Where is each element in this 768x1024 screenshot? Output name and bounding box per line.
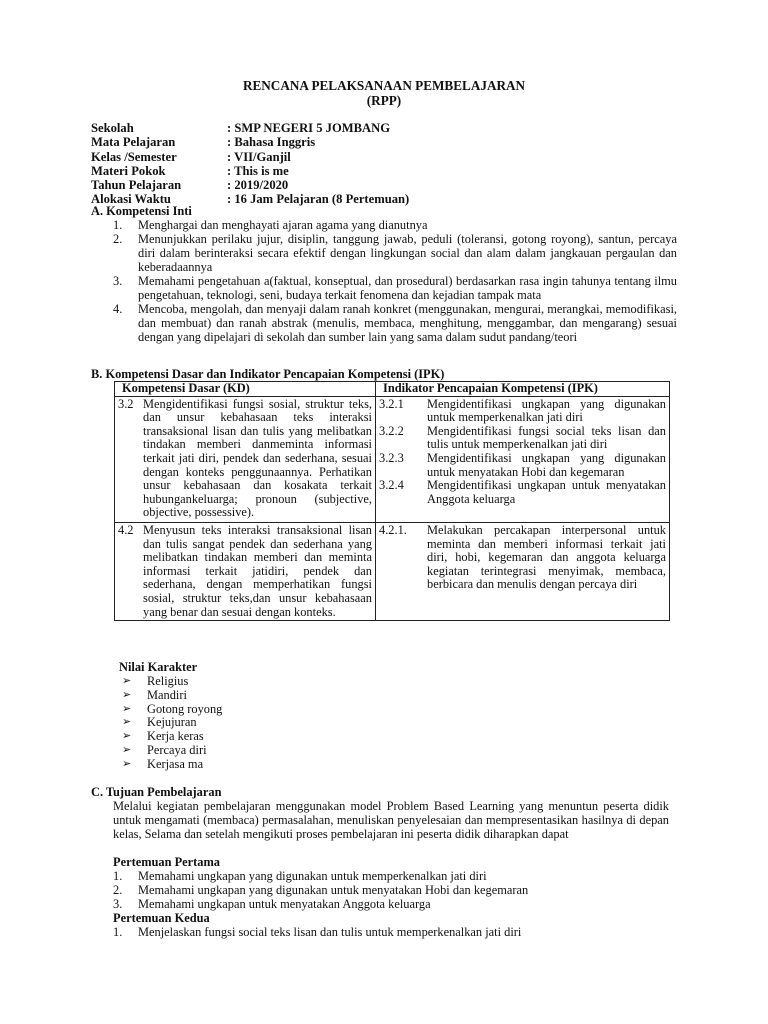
list-item [113,883,677,897]
ipk-number: 4.2.1. [379,522,407,537]
list-item [113,897,677,911]
ipk-number: 3.2.1 [379,396,404,411]
table-header-row [115,382,670,397]
pertemuan-kedua-list [113,925,677,939]
table-header-kd: Kompetensi Dasar (KD) [115,382,376,397]
arrow-bullet-icon: ➢ [122,687,132,701]
list-text: Religius [147,674,189,688]
list-item [119,715,222,729]
kd-entry [118,398,372,520]
list-item [113,274,677,302]
kd-entry [118,524,372,619]
identity-row [91,164,409,178]
list-text: Memahami ungkapan untuk menyatakan Anggota keluarga [138,897,431,911]
pertemuan-pertama-heading: Pertemuan Pertama [113,855,220,869]
section-c-heading: C. Tujuan Pembelajaran [91,785,222,799]
arrow-bullet-icon: ➢ [122,756,132,770]
kompetensi-inti-list [113,218,677,344]
section-b-heading: B. Kompetensi Dasar dan Indikator Pencapaian Kompetensi (IPK) [91,367,445,381]
list-text: Menjelaskan fungsi social teks lisan dan tulis untuk memperkenalkan jati diri [138,925,522,939]
table-header-ipk: Indikator Pencapaian Kompetensi (IPK) [376,382,670,397]
list-text: Kejujuran [147,715,197,730]
tujuan-paragraph: Melalui kegiatan pembelajaran menggunakan model Problem Based Learning yang menuntun peserta didik untuk mengamati (membaca) permasalahan, menuliskan penyelesaian dan mempresentasikan hasilnya di depan kelas, Selama dan setelah mengikuti proses pembelajaran ini peserta didik diharapkan dapat [113,799,669,841]
ipk-text: Mengidentifikasi ungkapan yang digunakan untuk menyatakan Hobi dan kegemaran [427,450,666,479]
kd-text: Mengidentifikasi fungsi sosial, struktur teks, dan unsur kebahasaan teks interaksi transaksional lisan dan tulis yang melibatkan tindakan memberi danmeminta informasi terkait jati diri, pendek dan sederhana, sesuai dengan konteks penggunaannya. Perhatikan unsur kebahasaan dan kosakata terkait hubungankeluarga; pronoun (subjective, objective, possessive). [143,396,372,520]
identity-value: : This is me [227,163,289,178]
ipk-entry [379,524,666,592]
list-text: Gotong royong [147,701,223,716]
list-number: 1. [113,218,123,232]
table-row [115,522,670,620]
list-number: 3. [113,274,123,288]
list-number: 3. [113,897,123,911]
identity-label: Materi Pokok [91,163,166,178]
ipk-entry [379,398,666,425]
identity-row [91,135,409,149]
list-number: 4. [113,302,123,316]
section-a-heading: A. Kompetensi Inti [91,204,192,218]
list-item [119,702,222,716]
list-number: 1. [113,869,123,883]
arrow-bullet-icon: ➢ [122,701,132,715]
identity-row [91,178,409,192]
list-item [119,688,222,702]
title-line-2: (RPP) [366,93,402,108]
list-item [119,757,222,771]
list-text: Menunjukkan perilaku jujur, disiplin, tanggung jawab, peduli (toleransi, gotong royong), santun, percaya diri dalam berinteraksi secara efektif dengan lingkungan social dan alam dalam jangkauan pergaulan dan keberadaannya [138,232,677,274]
identity-value: : VII/Ganjil [227,149,291,164]
ipk-text: Mengidentifikasi ungkapan untuk menyatakan Anggota keluarga [427,478,666,506]
kd-number: 3.2 [118,396,134,411]
list-text: Percaya diri [147,742,207,757]
document-title [0,78,768,108]
list-item [113,302,677,344]
list-number: 1. [113,925,123,939]
identity-value: : 16 Jam Pelajaran (8 Pertemuan) [227,192,410,207]
arrow-bullet-icon: ➢ [122,742,132,756]
list-text: Memahami pengetahuan a(faktual, konseptual, dan prosedural) berdasarkan rasa ingin tahunya tentang ilmu pengetahuan, teknologi, seni, budaya terkait fenomena dan kejadian tampak mata [138,274,677,302]
identity-label: Alokasi Waktu [91,192,171,207]
ipk-entry [379,425,666,452]
identity-row [91,121,409,135]
nilai-karakter-block [119,660,222,771]
pertemuan-kedua-heading: Pertemuan Kedua [113,911,210,925]
ipk-cell [376,396,670,522]
arrow-bullet-icon: ➢ [122,715,132,729]
identity-block [91,121,409,207]
ipk-text: Mengidentifikasi fungsi social teks lisan dan tulis untuk memperkenalkan jati diri [427,423,666,452]
list-text: Mandiri [147,687,187,702]
identity-value: : 2019/2020 [227,178,289,193]
ipk-entry [379,452,666,479]
list-item [119,729,222,743]
kd-text: Menyusun teks interaksi transaksional lisan dan tulis sangat pendek dan sederhana yang melibatkan tindakan memberi dan meminta informasi terkait jatidiri, pendek dan sederhana, dengan memperhatikan fungsi sosial, struktur teks,dan unsur kebahasaan yang benar dan sesuai dengan konteks. [143,522,372,619]
list-text: Memahami ungkapan yang digunakan untuk menyatakan Hobi dan kegemaran [138,883,529,897]
ipk-entry [379,479,666,506]
identity-value: : Bahasa Inggris [227,135,316,150]
arrow-bullet-icon: ➢ [122,729,132,743]
list-item [113,925,677,939]
kd-ipk-table [114,381,670,621]
identity-label: Mata Pelajaran [91,135,176,150]
list-number: 2. [113,883,123,897]
identity-value: : SMP NEGERI 5 JOMBANG [227,121,391,135]
list-text: Memahami ungkapan yang digunakan untuk memperkenalkan jati diri [138,869,487,883]
list-item [113,869,677,883]
identity-label: Sekolah [91,121,134,135]
ipk-cell [376,522,670,620]
list-number: 2. [113,232,123,246]
list-text: Kerjasa ma [147,756,204,771]
nilai-karakter-heading: Nilai Karakter [119,660,198,674]
ipk-number: 3.2.4 [379,478,404,493]
list-item [113,232,677,274]
arrow-bullet-icon: ➢ [122,674,132,687]
identity-row [91,150,409,164]
title-line-1: RENCANA PELAKSANAAN PEMBELAJARAN [242,78,526,93]
identity-label: Kelas /Semester [91,149,177,164]
ipk-number: 3.2.3 [379,450,404,465]
ipk-number: 3.2.2 [379,423,404,438]
list-text: Mencoba, mengolah, dan menyaji dalam ranah konkret (menggunakan, mengurai, merangkai, memodifikasi, dan membuat) dan ranah abstrak (menulis, membaca, menghitung, menggambar, dan mengarang) sesuai dengan yang dipelajari di sekolah dan sumber lain yang sama dalam sudut pandang/teori [138,302,677,344]
table-row [115,396,670,522]
kd-cell [115,396,376,522]
kd-cell [115,522,376,620]
ipk-text: Melakukan percakapan interpersonal untuk meminta dan memberi informasi terkait jati diri, hobi, kegemaran dan anggota keluarga kegiatan terintegrasi menyimak, membaca, berbicara dan menulis dengan percaya diri [427,522,666,592]
identity-label: Tahun Pelajaran [91,178,182,193]
list-text: Kerja keras [147,729,204,744]
list-text: Menghargai dan menghayati ajaran agama yang dianutnya [138,218,428,232]
ipk-text: Mengidentifikasi ungkapan yang digunakan untuk memperkenalkan jati diri [427,396,666,425]
list-item [119,674,222,688]
pertemuan-pertama-list [113,869,677,911]
list-item [119,743,222,757]
kd-number: 4.2 [118,522,134,537]
list-item [113,218,677,232]
